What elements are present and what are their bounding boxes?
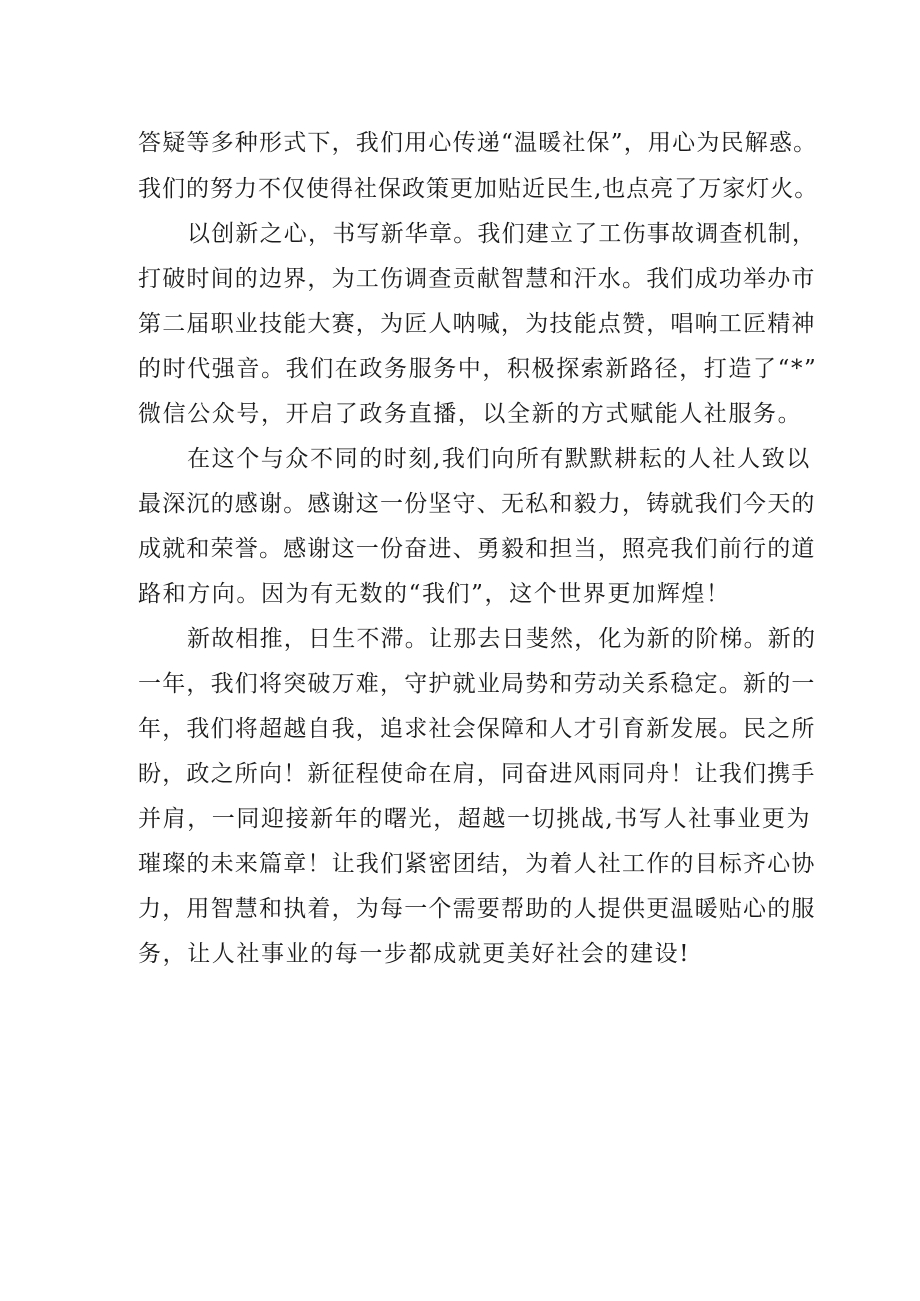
text-line: 盼，政之所向！新征程使命在肩，同奋进风雨同舟！让我们携手 [138,761,816,787]
text-line: 微信公众号，开启了政务直播，以全新的方式赋能人社服务。 [138,401,803,427]
text-line: 成就和荣誉。感谢这一份奋进、勇毅和担当，照亮我们前行的道 [138,536,816,562]
text-line: 最深沉的感谢。感谢这一份坚守、无私和毅力，铸就我们今天的 [138,491,816,517]
text-line: 年，我们将超越自我，追求社会保障和人才引育新发展。民之所 [138,716,816,742]
text-line: 第二届职业技能大赛，为匠人呐喊，为技能点赞，唱响工匠精神 [138,311,816,337]
text-line: 答疑等多种形式下，我们用心传递“温暖社保”，用心为民解惑。 [138,130,818,156]
paragraph-first-line: 在这个与众不同的时刻,我们向所有默默耕耘的人社人致以 [187,446,811,472]
text-line: 璀璨的未来篇章！让我们紧密团结，为着人社工作的目标齐心协 [138,851,816,877]
text-line: 务，让人社事业的每一步都成就更美好社会的建设! [138,941,691,967]
text-line: 的时代强音。我们在政务服务中，积极探索新路径，打造了“*” [138,356,818,382]
text-line: 打破时间的边界，为工伤调查贡献智慧和汗水。我们成功举办市 [138,266,816,292]
paragraph-first-line: 以创新之心，书写新华章。我们建立了工伤事故调查机制， [187,221,817,247]
text-line: 力，用智慧和执着，为每一个需要帮助的人提供更温暖贴心的服 [138,896,816,922]
text-line: 路和方向。因为有无数的“我们”，这个世界更加辉煌！ [138,581,731,607]
text-line: 我们的努力不仅使得社保政策更加贴近民生,也点亮了万家灯火。 [138,176,819,202]
paragraph-first-line: 新故相推，日生不滞。让那去日斐然，化为新的阶梯。新的 [187,626,817,652]
text-line: 并肩，一同迎接新年的曙光，超越一切挑战,书写人社事业更为 [138,806,812,832]
text-line: 一年，我们将突破万难，守护就业局势和劳动关系稳定。新的一 [138,671,816,697]
